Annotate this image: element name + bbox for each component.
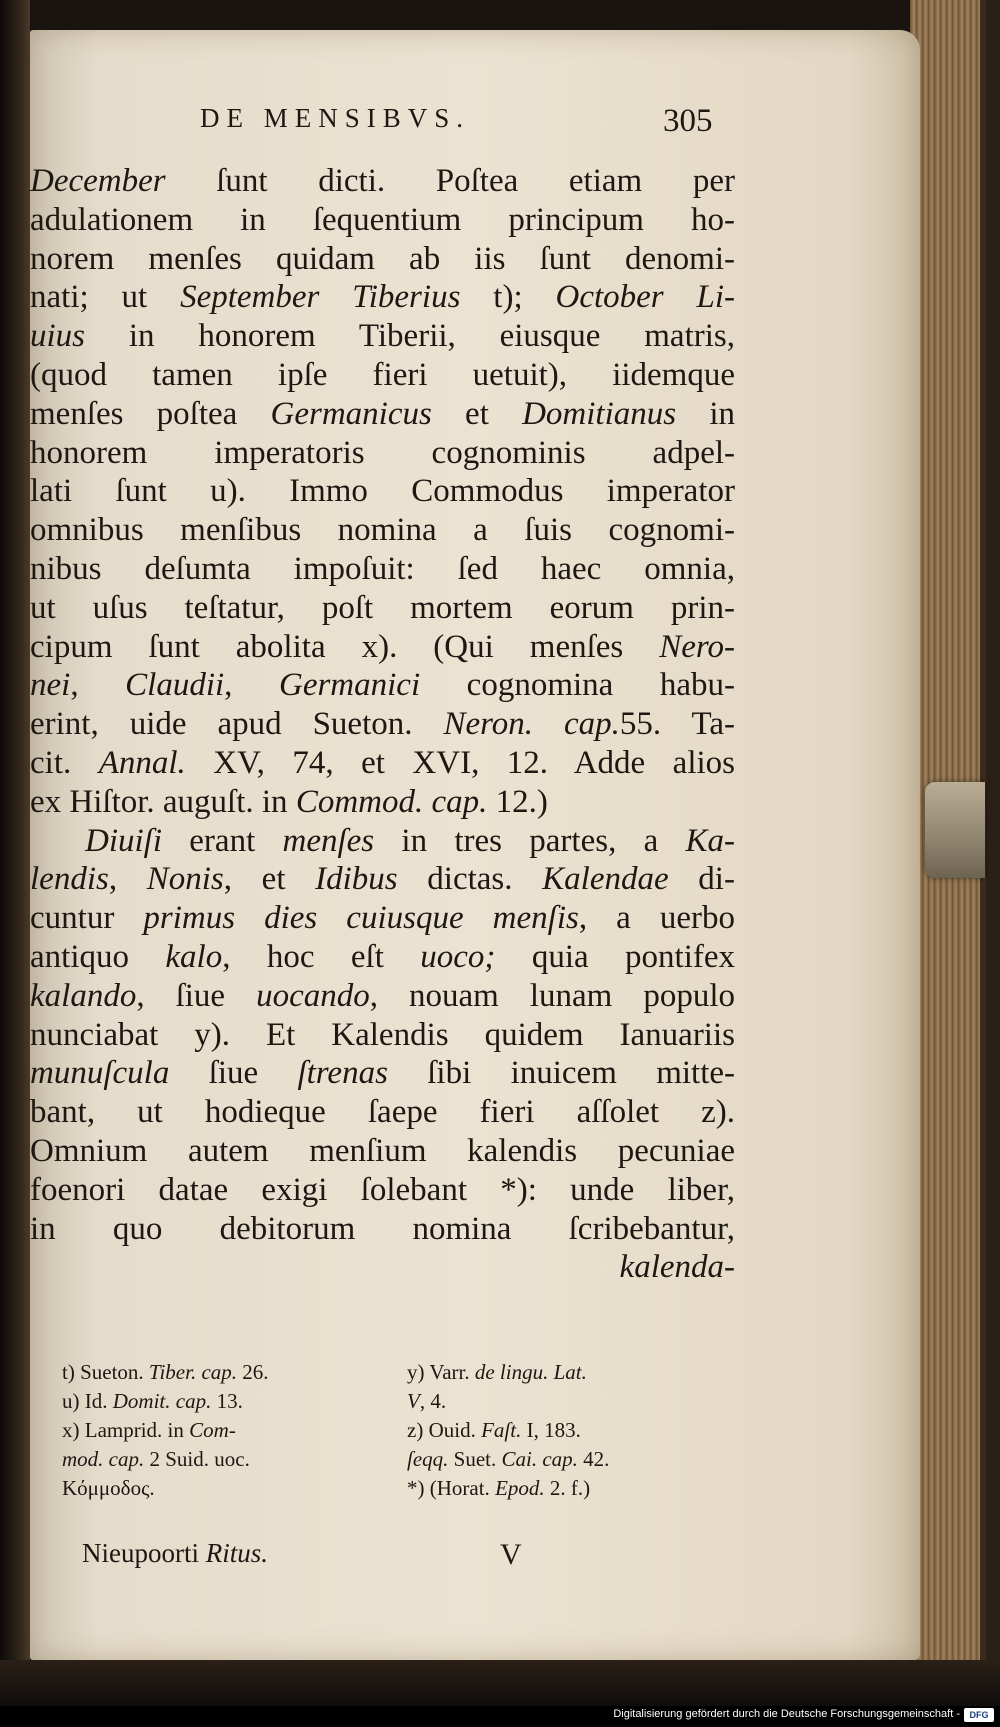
footnotes-right-text-segment: I, 183.	[521, 1418, 581, 1442]
body-lines-line	[30, 977, 735, 1016]
body-lines-line	[30, 1016, 735, 1055]
body-lines-text-segment: menſes poſtea	[30, 395, 271, 432]
footnotes-left-line	[62, 1445, 382, 1474]
footnotes-right-line	[407, 1445, 742, 1474]
body-lines-text-segment: bant, ut hodieque ſaepe fieri aſſolet z).	[30, 1094, 735, 1131]
body-lines-text-segment: in quo debitorum nomina ſcribebantur,	[30, 1210, 735, 1247]
running-head: DE MENSIBVS.	[200, 103, 471, 133]
body-lines-text-segment: t);	[460, 279, 556, 316]
body-lines-text-segment: 12.)	[487, 783, 548, 820]
body-lines-text-segment: nibus deſumta impoſuit: ſed haec omnia,	[30, 550, 735, 587]
footnotes-right-line	[407, 1474, 742, 1503]
footnotes-right-text-segment: Cai. cap.	[501, 1447, 578, 1471]
body-lines-line	[30, 162, 735, 201]
body-lines-text-segment: Kalendae	[542, 861, 669, 898]
body-lines-text-segment: cognomina habu-	[420, 667, 736, 704]
footnotes-right-text-segment: z) Ouid.	[407, 1418, 482, 1442]
body-lines-line	[30, 899, 735, 938]
body-lines-line	[30, 589, 735, 628]
body-lines-text-segment: Idibus	[315, 861, 398, 898]
body-lines-text-segment: ſtrenas	[297, 1055, 388, 1092]
body-lines-text-segment: nati; ut	[30, 279, 181, 316]
footnotes-left-text-segment: x) Lamprid. in	[62, 1418, 190, 1442]
body-lines-line	[30, 1210, 735, 1249]
body-lines-text-segment: lendis	[30, 861, 109, 898]
body-lines-text-segment: Claudii	[125, 667, 225, 704]
body-lines-text-segment: erant	[162, 822, 283, 859]
body-lines-text-segment: et	[431, 395, 523, 432]
footnotes-right-text-segment: ſeqq.	[407, 1447, 449, 1471]
body-lines-text-segment: quia pontifex	[495, 938, 735, 975]
body-lines-line	[30, 666, 735, 705]
book-binding	[0, 0, 30, 1690]
footnotes-left-text-segment: 13.	[211, 1389, 243, 1413]
body-lines-text-segment: di-	[668, 861, 735, 898]
body-lines-text-segment: in	[676, 395, 735, 432]
body-lines-line	[30, 472, 735, 511]
body-lines-text-segment: Diuiſi	[85, 822, 163, 859]
dfg-logo-icon: DFG	[964, 1708, 994, 1722]
body-lines-line	[30, 278, 735, 317]
body-lines-text-segment: cit.	[30, 744, 99, 781]
body-lines-text-segment: (quod tamen ipſe fieri uetuit), iidemque	[30, 356, 735, 393]
footnotes-left-text-segment: Κόμμοδος.	[62, 1476, 155, 1500]
credit-text: Digitalisierung gefördert durch die Deutsche Forschungsgemeinschaft -	[613, 1708, 960, 1720]
body-lines-line	[30, 201, 735, 240]
body-lines-text-segment: Commod. cap.	[295, 783, 488, 820]
body-lines-line	[30, 705, 735, 744]
footnotes-right-text-segment: , 4.	[419, 1389, 447, 1413]
body-lines-text-segment: Neron. cap.	[443, 706, 620, 743]
body-lines-text-segment: Ka-	[685, 822, 736, 859]
body-lines-text-segment: antiquo	[30, 938, 166, 975]
footnotes-left-text-segment: Tiber. cap.	[148, 1360, 238, 1384]
body-lines-text-segment: ,	[70, 667, 126, 704]
signature-name: Nieupoorti	[82, 1538, 199, 1568]
footnotes-right-text-segment: 2. f.)	[544, 1476, 591, 1500]
footnotes-left-text-segment: 2 Suid. uoc.	[144, 1447, 250, 1471]
footnotes-right-text-segment: V	[407, 1389, 420, 1413]
body-lines-text-segment: September Tiberius	[180, 279, 461, 316]
footnotes-left-text-segment: u) Id.	[62, 1389, 113, 1413]
body-lines-text-segment: norem menſes quidam ab iis ſunt denomi-	[30, 240, 735, 277]
body-lines-text-segment: Germanici	[278, 667, 421, 704]
body-lines-text-segment: Domitianus	[522, 395, 677, 432]
body-lines-text-segment: uius	[30, 318, 86, 355]
body-lines-text-segment: Nero-	[659, 628, 735, 665]
footnotes-right-line	[407, 1387, 742, 1416]
body-lines-text-segment: lati ſunt u). Immo Commodus imperator	[30, 473, 735, 510]
body-lines-text-segment: primus dies cuiusque menſis	[143, 900, 579, 937]
page-number: 305	[663, 103, 713, 139]
body-lines-text-segment: kalo	[165, 938, 223, 975]
footnotes-left-line	[62, 1358, 382, 1387]
signature-line	[82, 1538, 268, 1569]
body-lines-line	[30, 317, 735, 356]
footnotes-right-column	[407, 1358, 742, 1503]
body-lines-line	[30, 938, 735, 977]
body-lines-text-segment: in honorem Tiberii, eiusque matris,	[85, 318, 735, 355]
footnotes-left-line	[62, 1474, 382, 1503]
body-lines-line	[30, 783, 735, 822]
bookmark-ribbon	[925, 782, 985, 878]
body-lines-text-segment: Annal.	[98, 744, 186, 781]
body-lines-text-segment: dictas.	[397, 861, 543, 898]
footnotes-right-line	[407, 1416, 742, 1445]
body-lines-text-segment: ut uſus teſtatur, poſt mortem eorum prin-	[30, 589, 735, 626]
body-lines-text-segment: omnibus menſibus nomina a ſuis cognomi-	[30, 512, 735, 549]
body-lines-text-segment: erint, uide apud Sueton.	[30, 706, 444, 743]
footnotes-right-line	[407, 1358, 742, 1387]
body-lines-line	[30, 240, 735, 279]
footnotes-right-text-segment: de lingu. Lat.	[474, 1360, 587, 1384]
footnotes-right-text-segment: Faſt.	[481, 1418, 522, 1442]
body-lines-text-segment: Omnium autem menſium kalendis pecuniae	[30, 1132, 735, 1169]
body-lines-line	[30, 628, 735, 667]
footnotes-right-text-segment: 42.	[577, 1447, 610, 1471]
footnotes-right-text-segment: *) (Horat.	[407, 1476, 496, 1500]
body-lines-text-segment: nei	[30, 667, 71, 704]
body-lines-text-segment: Nonis	[146, 861, 224, 898]
body-lines-line	[30, 822, 735, 861]
footnotes-right-text-segment: y) Varr.	[407, 1360, 475, 1384]
body-lines-line	[30, 744, 735, 783]
body-lines-line	[30, 1248, 735, 1287]
body-lines-text-segment: honorem imperatoris cognominis adpel-	[30, 434, 735, 471]
footnotes-left-text-segment: Domit. cap.	[112, 1389, 212, 1413]
body-lines-line	[30, 550, 735, 589]
body-lines-text-segment: in tres partes, a	[374, 822, 686, 859]
body-lines-text-segment: XV, 74, et XVI, 12. Adde alios	[185, 744, 735, 781]
body-lines-text-segment: uoco;	[420, 938, 496, 975]
body-lines-text-segment: ,	[224, 667, 279, 704]
body-lines-text-segment: cipum ſunt abolita x). (Qui menſes	[30, 628, 660, 665]
footnotes-left-line	[62, 1416, 382, 1445]
body-lines-line	[30, 860, 735, 899]
body-lines-text-segment: munuſcula	[30, 1055, 170, 1092]
body-lines-line	[30, 1132, 735, 1171]
footnotes-left-text-segment: Com-	[189, 1418, 236, 1442]
body-lines-line	[30, 434, 735, 473]
body-lines-line	[30, 1054, 735, 1093]
footnotes-left-text-segment: mod. cap.	[62, 1447, 145, 1471]
body-lines-text-segment: ſunt dicti. Poſtea etiam per	[165, 163, 735, 199]
footnotes-left-text-segment: 26.	[237, 1360, 269, 1384]
body-lines-text-segment: October Li-	[555, 279, 735, 316]
body-lines-text-segment: ſibi inuicem mitte-	[387, 1055, 736, 1092]
body-lines-text-segment: uocando	[256, 977, 370, 1014]
footnotes-left-text-segment: t) Sueton.	[62, 1360, 149, 1384]
body-lines-line	[30, 356, 735, 395]
signature-mark: V	[500, 1538, 522, 1571]
body-lines-text-segment: menſes	[282, 822, 375, 859]
body-lines-text-segment: kalenda-	[619, 1249, 735, 1286]
body-lines-line	[30, 1093, 735, 1132]
body-lines-text-segment: foenori datae exigi ſolebant *): unde liber,	[30, 1171, 735, 1208]
footnotes-right-text-segment: Suet.	[448, 1447, 502, 1471]
body-lines-text-segment: adulationem in ſequentium principum ho-	[30, 201, 735, 238]
body-lines-text-segment: , et	[223, 861, 316, 898]
body-lines-text-segment: , a uerbo	[578, 900, 735, 937]
body-lines-text-segment: ex Hiſtor. auguſt. in	[30, 783, 296, 820]
body-lines-text-segment: , nouam lunam populo	[369, 977, 736, 1014]
footnotes-left-line	[62, 1387, 382, 1416]
body-lines-text-segment: December	[30, 163, 166, 199]
footnotes-left-column	[62, 1358, 382, 1503]
right-edge	[986, 0, 1000, 1727]
body-lines-line	[30, 1171, 735, 1210]
body-lines-line	[30, 511, 735, 550]
body-lines-text-segment: kalando	[30, 977, 137, 1014]
footnotes-right-text-segment: Epod.	[495, 1476, 545, 1500]
body-lines-text-segment: ſiue	[169, 1055, 298, 1092]
body-lines-text-segment: cuntur	[30, 900, 144, 937]
body-text	[30, 162, 735, 1287]
body-lines-text-segment: Germanicus	[270, 395, 432, 432]
body-lines-line	[30, 395, 735, 434]
body-lines-text-segment: , ſiue	[136, 977, 257, 1014]
body-lines-text-segment: nunciabat y). Et Kalendis quidem Ianuariis	[30, 1016, 735, 1053]
body-lines-text-segment: ,	[108, 861, 147, 898]
body-lines-text-segment: , hoc eſt	[222, 938, 421, 975]
signature-title: Ritus.	[205, 1538, 268, 1568]
body-lines-text-segment: 55. Ta-	[619, 706, 735, 743]
